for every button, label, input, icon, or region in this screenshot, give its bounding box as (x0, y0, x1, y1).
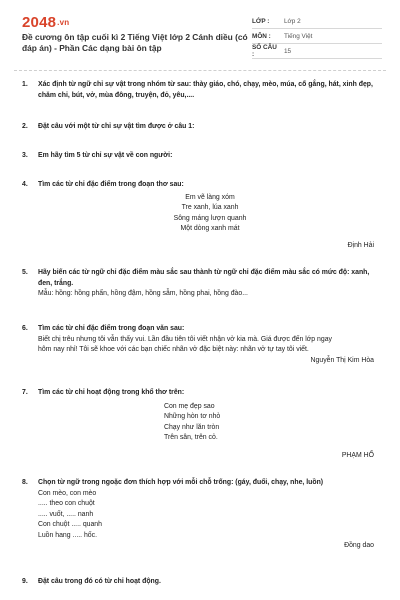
question-number: 7. (22, 389, 28, 396)
meta-count-label: SỐ CÂU : (252, 44, 277, 58)
meta-subject-label: MÔN : (252, 32, 271, 40)
poem-line: Những hòn tơ nhỏ (164, 413, 221, 420)
poem-line: Chạy như lăn tròn (164, 423, 220, 431)
poem-block (38, 193, 382, 235)
poem-line: Sông máng lượn quanh (173, 214, 247, 222)
poem-line: Trên sân, trên cỏ. (164, 434, 218, 441)
poem-line: Em vẽ làng xóm (185, 193, 235, 201)
question-number: 9. (22, 578, 28, 585)
verse-line: ..... theo con chuột (38, 500, 95, 507)
logo-name: 2048 (22, 14, 57, 31)
logo-tld: .vn (57, 18, 70, 27)
question-stem: Đặt câu với một từ chỉ sự vật tìm được ở câu 1: (38, 123, 195, 130)
question-stem: Chọn từ ngữ trong ngoặc đơn thích hợp với mỗi chỗ trống: (gáy, đuổi, chạy, nhe, luồn) (38, 479, 324, 486)
header-divider (14, 70, 386, 71)
question-stem: Hãy biến các từ ngữ chỉ đặc điểm màu sắc sau thành từ ngữ chỉ đặc điểm màu sắc có mức độ: xanh, đen, trắng. (38, 269, 370, 287)
question-number: 8. (22, 479, 28, 486)
site-logo[interactable] (22, 14, 69, 31)
question-stem: Tìm các từ chỉ hoạt động trong khổ thơ trên: (38, 389, 185, 396)
question-number: 3. (22, 152, 28, 159)
author-credit: PHẠM HỔ (341, 451, 374, 459)
question-5 (22, 268, 382, 300)
poem-line: Con mẹ đẹp sao (164, 402, 215, 410)
meta-count-value: 15 (284, 47, 292, 55)
meta-row-class (252, 14, 382, 29)
verse-line: ..... vuốt, ..... nanh (38, 510, 94, 518)
question-number: 4. (22, 181, 28, 188)
prose-line: Biết chị trêu nhưng tôi vẫn thấy vui. Lần đầu tiên tôi viết nhận vở kia mà. Giá được đến lớp ngay (38, 335, 332, 343)
poem-line: Tre xanh, lúa xanh (181, 204, 239, 211)
poem-line: Một dòng xanh mát (180, 225, 240, 232)
question-8 (22, 478, 382, 552)
page-header (0, 0, 400, 66)
meta-row-count (252, 44, 382, 59)
meta-table (252, 14, 382, 59)
question-number: 2. (22, 123, 28, 130)
question-stem: Tìm các từ chỉ đặc điểm trong đoạn thơ sau: (38, 181, 184, 188)
author-credit: Đồng dao (344, 542, 374, 549)
question-number: 6. (22, 325, 28, 332)
author-credit: Định Hải (347, 241, 374, 249)
question-number: 1. (22, 81, 28, 88)
meta-class-label: LỚP : (252, 17, 270, 25)
verse-line: Luồn hang ..... hốc. (38, 531, 97, 539)
meta-row-subject (252, 29, 382, 44)
question-6 (22, 324, 382, 366)
sample-answer: Mẫu: hồng: hồng phấn, hồng đậm, hồng sẫm, hồng phai, hồng đào... (38, 290, 248, 297)
question-3 (22, 151, 382, 162)
meta-subject-value: Tiếng Việt (284, 32, 313, 40)
question-9 (22, 577, 382, 588)
verse-line: Con chuột ..... quanh (38, 521, 102, 528)
poem-block (38, 402, 382, 444)
question-4 (22, 180, 382, 251)
author-credit: Nguyễn Thị Kim Hòa (310, 356, 374, 364)
question-2 (22, 122, 382, 133)
verse-line: Con mèo, con mèo (38, 489, 97, 497)
document-title: Đề cương ôn tập cuối kì 2 Tiếng Việt lớp 2 Cánh diều (có đáp án) - Phần Các dạng bài ôn tập (22, 32, 248, 53)
meta-class-value: Lớp 2 (284, 17, 301, 25)
question-stem: Tìm các từ chỉ đặc điểm trong đoạn văn sau: (38, 325, 185, 332)
question-1 (22, 80, 382, 101)
question-7 (22, 388, 382, 461)
question-number: 5. (22, 269, 28, 276)
question-stem: Đặt câu trong đó có từ chỉ hoạt động. (38, 578, 161, 585)
prose-line: hôm nay nhỉ! Tôi sẽ khoe với các bạn chiếc nhãn vở đặc biệt này: nhãn vở tự tay tôi viết. (38, 346, 309, 353)
question-stem: Xác định từ ngữ chỉ sự vật trong nhóm từ sau: thày giáo, chó, chạy, mèo, múa, cố gắng, hát, xinh đẹp, chăm chỉ, bút, vở, mùa đông, truyện, đỏ, yêu,.... (38, 81, 373, 99)
question-stem: Em hãy tìm 5 từ chỉ sự vật về con người: (38, 152, 173, 159)
